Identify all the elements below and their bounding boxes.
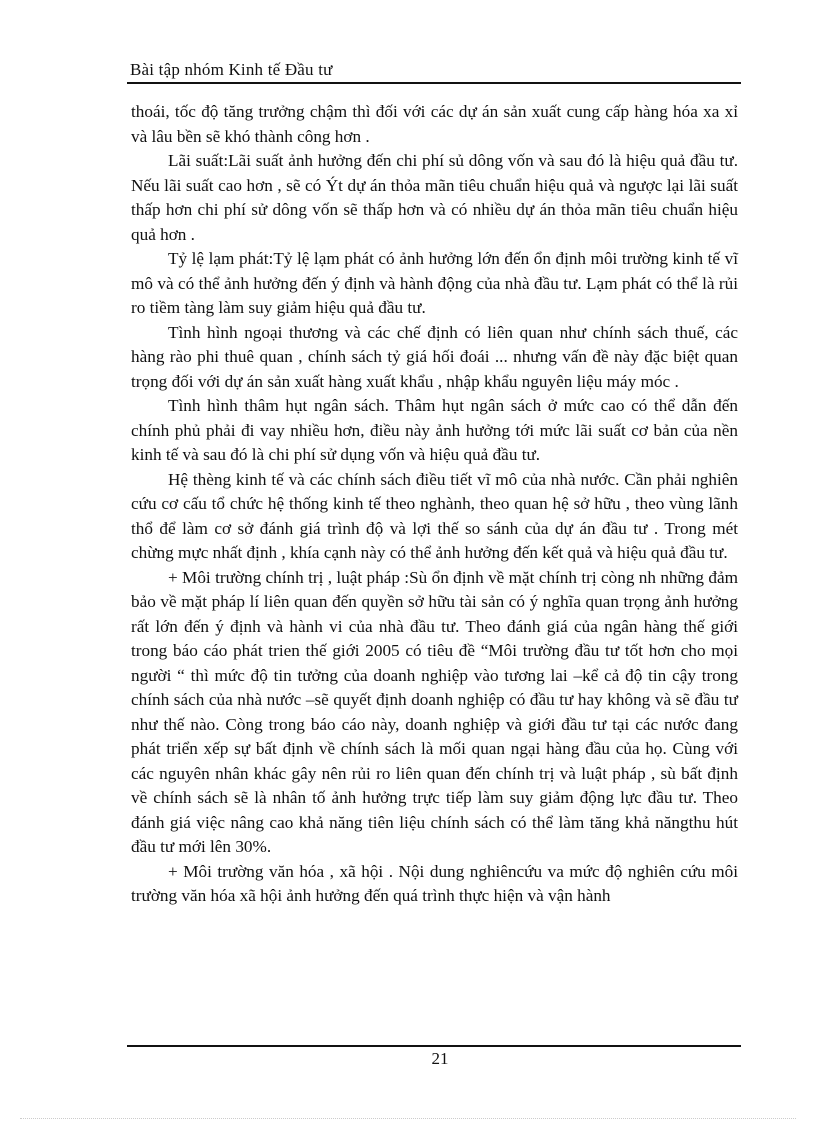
paragraph-foreign-trade: Tình hình ngoại thương và các chế định có liên quan như chính sách thuế, các hàng rào phi thuê quan , chính sách tỷ giá hối đoái ... nhưng vấn đề này đặc biệt quan trọng đối với dự án sản xuất hàng xuất khẩu , nhập khẩu nguyên liệu máy móc . xyxy=(131,322,738,391)
header-title: Bài tập nhóm Kinh tế Đầu tư xyxy=(130,60,333,79)
page-edge-divider xyxy=(20,1118,796,1119)
paragraph-interest-rate: Lãi suất:Lãi suất ảnh hưởng đến chi phí sủ dông vốn và sau đó là hiệu quả đầu tư. Nếu lãi suất cao hơn , sẽ có Ýt dự án thỏa mãn tiêu chuẩn hiệu quả và ngược lại lãi suất thấp hơn chi phí sử dông vốn sẽ thấp hơn và có nhiều dự án thỏa mãn tiêu chuẩn hiệu quả hơn . xyxy=(131,151,738,244)
document-body xyxy=(131,100,738,909)
paragraph-continuation: thoái, tốc độ tăng trưởng chậm thì đối với các dự án sản xuất cung cấp hàng hóa xa xỉ và lâu bền sẽ khó thành công hơn . xyxy=(131,102,738,146)
page-header xyxy=(127,58,741,84)
paragraph-political-legal: + Môi trường chính trị , luật pháp :Sù ổn định về mặt chính trị còng nh những đảm bảo về mặt pháp lí liên quan đến quyền sở hữu tài sản có ý nghĩa quan trọng ảnh hưởng rất lớn đến ý định và hành vi của nhà đầu tư. Theo đánh giá của ngân hàng thế giới trong báo cáo phát trien thế giới 2005 có tiêu đề “Môi trường đầu tư tốt hơn cho mọi người “ thì mức độ tin tưởng của doanh nghiệp vào tương lai –kể cả độ tin cậy trong chính sách của nhà nước –sẽ quyết định doanh nghiệp có đầu tư hay không và sẽ đầu tư như thế nào. Còng trong báo cáo này, doanh nghiệp và giới đầu tư tại các nước đang phát triển xếp sự bất định về chính sách là mối quan ngại hàng đầu của họ. Cùng với các nguyên nhân khác gây nên rủi ro liên quan đến chính trị và luật pháp , sù bất định về chính sách sẽ là nhân tố ảnh hưởng trực tiếp làm suy giảm động lực đầu tư. Theo đánh giá việc nâng cao khả năng tiên liệu chính sách có thể làm tăng khả năngthu hút đầu tư mới lên 30%. xyxy=(131,567,738,856)
paragraph-cultural-social: + Môi trường văn hóa , xã hội . Nội dung nghiêncứu va mức độ nghiên cứu môi trường văn hóa xã hội ảnh hưởng đến quá trình thực hiện và vận hành xyxy=(131,861,738,905)
paragraph-inflation: Tỷ lệ lạm phát:Tỷ lệ lạm phát có ảnh hưởng lớn đến ổn định môi trường kinh tế vĩ mô và có thể ảnh hưởng đến ý định và hành động của nhà đầu tư. Lạm phát có thể là rủi ro tiềm tàng làm suy giảm hiệu quả đầu tư. xyxy=(131,249,738,317)
footer-divider xyxy=(127,1045,741,1047)
paragraph-budget-deficit: Tình hình thâm hụt ngân sách. Thâm hụt ngân sách ở mức cao có thể dẫn đến chính phủ phải đi vay nhiều hơn, điều này ảnh hưởng tới mức lãi suất cơ bản của nền kinh tế và sau đó là chi phí sử dụng vốn và hiệu quả đầu tư. xyxy=(131,396,738,464)
page-number: 21 xyxy=(431,1049,449,1068)
paragraph-economic-system: Hệ thèng kinh tế và các chính sách điều tiết vĩ mô của nhà nước. Cần phải nghiên cứu cơ cấu tổ chức hệ thống kinh tế theo nghành, theo quan hệ sở hữu , theo vùng lãnh thổ để làm cơ sở đánh giá trình độ và lợi thế so sánh của dự án đầu tư . Trong mét chừng mực nhất định , khía cạnh này có thể ảnh hưởng đến kết quả và hiệu quả đầu tư. xyxy=(131,469,738,562)
